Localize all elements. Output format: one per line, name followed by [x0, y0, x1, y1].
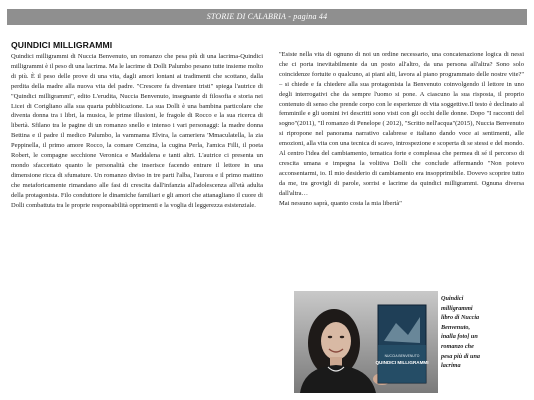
author-photo-illustration	[294, 291, 438, 393]
page-header-bar	[7, 9, 527, 25]
photo-caption: Quindici milligrammi libro di Nuccia Benvenuto, inalla foto] un romanzo che pesa più di una lacrima	[441, 295, 481, 370]
article-title: QUINDICI MILLIGRAMMI	[11, 40, 113, 50]
page-header-text: STORIE DI CALABRIA - pagina 44	[206, 12, 328, 21]
article-right-column	[279, 50, 524, 282]
book-cover	[375, 305, 428, 383]
article-right-text: "Esiste nella vita di ognuno di noi un ordine necessario, una concatenazione logica di nessi che ci porta inevitabilmente da un posto all'altro, da una persona all'altra? Sono solo coincidenze fortuite o qualcuno, ai piani alti, lavora al piano programmato delle nostre vite?" – si chiede e fa chiedere alla sua protagonista la Benvenuto coinvolgendo il lettore in uno degli interrogativi che da sempre l'uomo si pone. A ciascuno la sua risposta, il proprio contenuto di senso che prende corpo con le esperienze di vita soggettive.Il testo è declinato al femminile e gli uomini ivi descritti sono visti con gli occhi delle donne. Dopo "I racconti del sogno"(2011), "Il romanzo di Penelope ( 2012), "Scritto nell'acqua"(2015), Nuccia Benvenuto si ripropone nel panorama narrativo calabrese e italiano dando voce ai sentimenti, alle emozioni, alla vita con una tecnica di scavo, introspezione e scoperta di se stessi e del mondo. Al centro l'idea del cambiamento, tematica forte e complessa che permea di sé il percorso di crescita umana e impegna la volitiva Dolli che conclude affermando "Non potevo acconsentarmi, io. Il mio desiderio di cambiamento era insopprimibile. Dovevo scoprire tutto da me, tra grovigli di parole, sorrisi e lacrime da quindici milligrammi. Ognuna diversa dall'altra… Mai nessuno saprà, quanto costa la mia libertà"	[279, 51, 524, 207]
book-cover-title: QUINDICI MILLIGRAMMI	[375, 360, 429, 365]
article-left-column: Quindici milligrammi di Nuccia Benvenuto, un romanzo che pesa più di una lacrima-Quindici milligrammi è il peso di una lacrima. Ma le lacrime di Dolli Palumbo pesano tutte insieme molto di più. È il peso delle prove di una vita, dagli amori lontani ai tradimenti che scottano, dalla perdita della madre alla nuova vita del padre. "Crescere fa diventare tristi" spiega l'autrice di "Quindici milligrammi", edito L'erudita, Nuccia Benvenuto, insegnante di filosofia e storia nei Licei di Corigliano alla sua quarta pubblicazione. La sua Dolli è una bambina particolare che diventa donna tra i libri, la musica, le prime illusioni, le fragole di Rocco e la sua ricerca di libertà. Sfilano tra le pagine di un romanzo snello e intenso i vari personaggi: la madre donna Bettina e il padre il medico Palumbo, la vammama Elvira, la cameriera 'Mmaculatella, la zia Peppinella, il primo amore Rocco, la comare Cenzina, la cugina Perla, l'amica Filli, il poeta Robert, le compagne secchione Veronica e Maddalena e tanti altri. L'autrice ci presenta un mondo sfaccettato quanto le personalità che inserisce facendo entrare il lettore in una dimensione ricca di sfumature. Un romanzo diviso in tre parti l'alba, l'aurora e il primo mattino che metaforicamente rimandano alle fasi di crescita dall'infanzia all'adolescenza all'età adulta della protagonista. Filo conduttore le dinamiche familiari e gli amori che attanagliano il cuore di Dolli combattuta tra le proprie responsabilità opprimenti e la voglia di leggerezza esistenziale.	[11, 53, 263, 209]
author-photo	[294, 291, 438, 393]
book-cover-author: NUCCIA BENVENUTO	[384, 354, 420, 358]
